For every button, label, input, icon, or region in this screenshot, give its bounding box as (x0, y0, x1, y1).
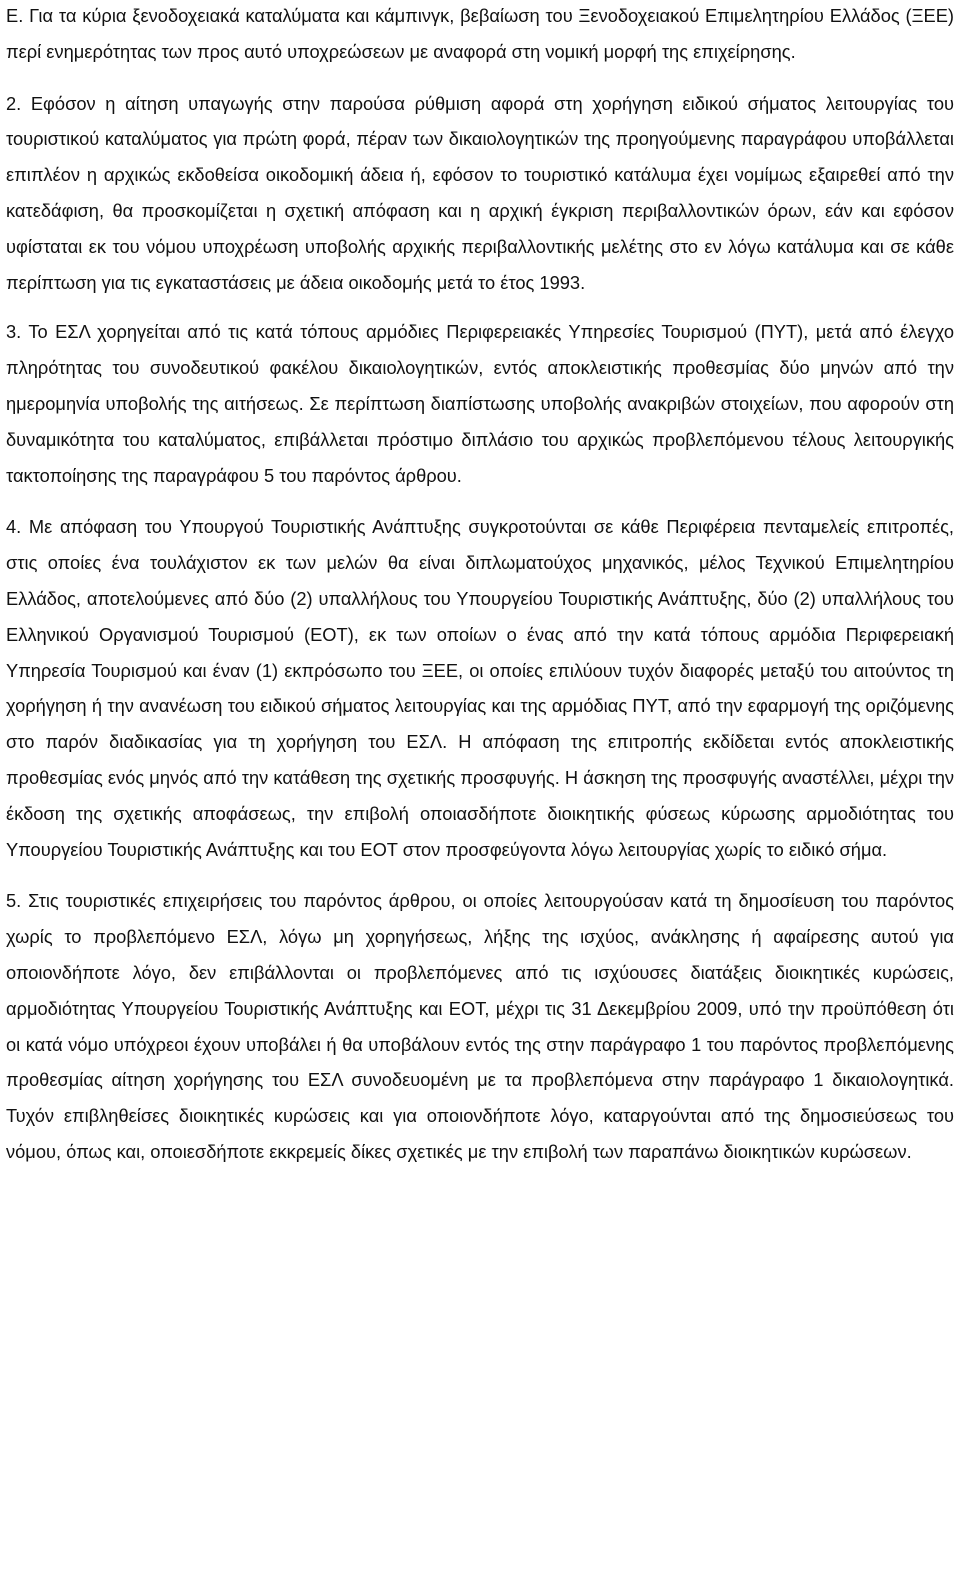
paragraph-e: Ε. Για τα κύρια ξενοδοχειακά καταλύματα και κάμπινγκ, βεβαίωση του Ξενοδοχειακού Επιμελητηρίου Ελλάδος (ΞΕΕ) περί ενημερότητας των προς αυτό υποχρεώσεων με αναφορά στη νομική μορφή της επιχείρησης. (6, 5, 954, 62)
paragraph-4: 4. Με απόφαση του Υπουργού Τουριστικής Ανάπτυξης συγκροτούνται σε κάθε Περιφέρεια πενταμελείς επιτροπές, στις οποίες ένα τουλάχιστον εκ των μελών θα είναι διπλωματούχος μηχανικός, μέλος Τεχνικού Επιμελητηρίου Ελλάδος, αποτελούμενες από δύο (2) υπαλλήλους του Υπουργείου Τουριστικής Ανάπτυξης, δύο (2) υπαλλήλους του Ελληνικού Οργανισμού Τουρισμού (ΕΟΤ), εκ των οποίων ο ένας από την κατά τόπους αρμόδια Περιφερειακή Υπηρεσία Τουρισμού και έναν (1) εκπρόσωπο του ΞΕΕ, οι οποίες επιλύουν τυχόν διαφορές μεταξύ του αιτούντος τη χορήγηση ή την ανανέωση του ειδικού σήματος λειτουργίας και της αρμόδιας ΠΥΤ, από την εφαρμογή της οριζόμενης στο παρόν διαδικασίας για τη χορήγηση του ΕΣΛ. Η απόφαση της επιτροπής εκδίδεται εντός αποκλειστικής προθεσμίας ενός μηνός από την κατάθεση της σχετικής προσφυγής. Η άσκηση της προσφυγής αναστέλλει, μέχρι την έκδοση της σχετικής αποφάσεως, την επιβολή οποιασδήποτε διοικητικής φύσεως κύρωσης αρμοδιότητας του Υπουργείου Τουριστικής Ανάπτυξης και του ΕΟΤ στον προσφεύγοντα λόγω λειτουργίας χωρίς το ειδικό σήμα. (6, 516, 954, 860)
document-page (6, 0, 954, 1572)
paragraph-3: 3. Το ΕΣΛ χορηγείται από τις κατά τόπους αρμόδιες Περιφερειακές Υπηρεσίες Τουρισμού (ΠΥΤ), μετά από έλεγχο πληρότητας του συνοδευτικού φακέλου δικαιολογητικών, εντός αποκλειστικής προθεσμίας δύο μηνών από την ημερομηνία υποβολής της αιτήσεως. Σε περίπτωση διαπίστωσης υποβολής ανακριβών στοιχείων, που αφορούν στη δυναμικότητα του καταλύματος, επιβάλλεται πρόστιμο διπλάσιο του αρχικώς προβλεπόμενου τέλους λειτουργικής τακτοποίησης της παραγράφου 5 του παρόντος άρθρου. (6, 321, 954, 486)
paragraph-5: 5. Στις τουριστικές επιχειρήσεις του παρόντος άρθρου, οι οποίες λειτουργούσαν κατά τη δημοσίευση του παρόντος χωρίς το προβλεπόμενο ΕΣΛ, λόγω μη χορηγήσεως, λήξης της ισχύος, ανάκλησης ή αφαίρεσης αυτού για οποιονδήποτε λόγο, δεν επιβάλλονται οι προβλεπόμενες από τις ισχύουσες διατάξεις διοικητικές κυρώσεις, αρμοδιότητας Υπουργείου Τουριστικής Ανάπτυξης και ΕΟΤ, μέχρι τις 31 Δεκεμβρίου 2009, υπό την προϋπόθεση ότι οι κατά νόμο υπόχρεοι έχουν υποβάλει ή θα υποβάλουν εντός της στην παράγραφο 1 του παρόντος προβλεπόμενης προθεσμίας αίτηση χορήγησης του ΕΣΛ συνοδευομένη με τα προβλεπόμενα στην παράγραφο 1 δικαιολογητικά. Τυχόν επιβληθείσες διοικητικές κυρώσεις και για οποιονδήποτε λόγο, καταργούνται από της δημοσιεύσεως του νόμου, όπως και, οποιεσδήποτε εκκρεμείς δίκες σχετικές με την επιβολή των παραπάνω διοικητικών κυρώσεων. (6, 890, 954, 1162)
paragraph-2: 2. Εφόσον η αίτηση υπαγωγής στην παρούσα ρύθμιση αφορά στη χορήγηση ειδικού σήματος λειτουργίας του τουριστικού καταλύματος για πρώτη φορά, πέραν των δικαιολογητικών της προηγούμενης παραγράφου υποβάλλεται επιπλέον η αρχικώς εκδοθείσα οικοδομική άδεια ή, εφόσον το τουριστικό κατάλυμα έχει νομίμως εξαιρεθεί από την κατεδάφιση, θα προσκομίζεται η σχετική απόφαση και η αρχική έγκριση περιβαλλοντικών όρων, εάν και εφόσον υφίσταται εκ του νόμου υποχρέωση υποβολής αρχικής περιβαλλοντικής μελέτης στο εν λόγω κατάλυμα και σε κάθε περίπτωση για τις εγκαταστάσεις με άδεια οικοδομής μετά το έτος 1993. (6, 92, 954, 293)
